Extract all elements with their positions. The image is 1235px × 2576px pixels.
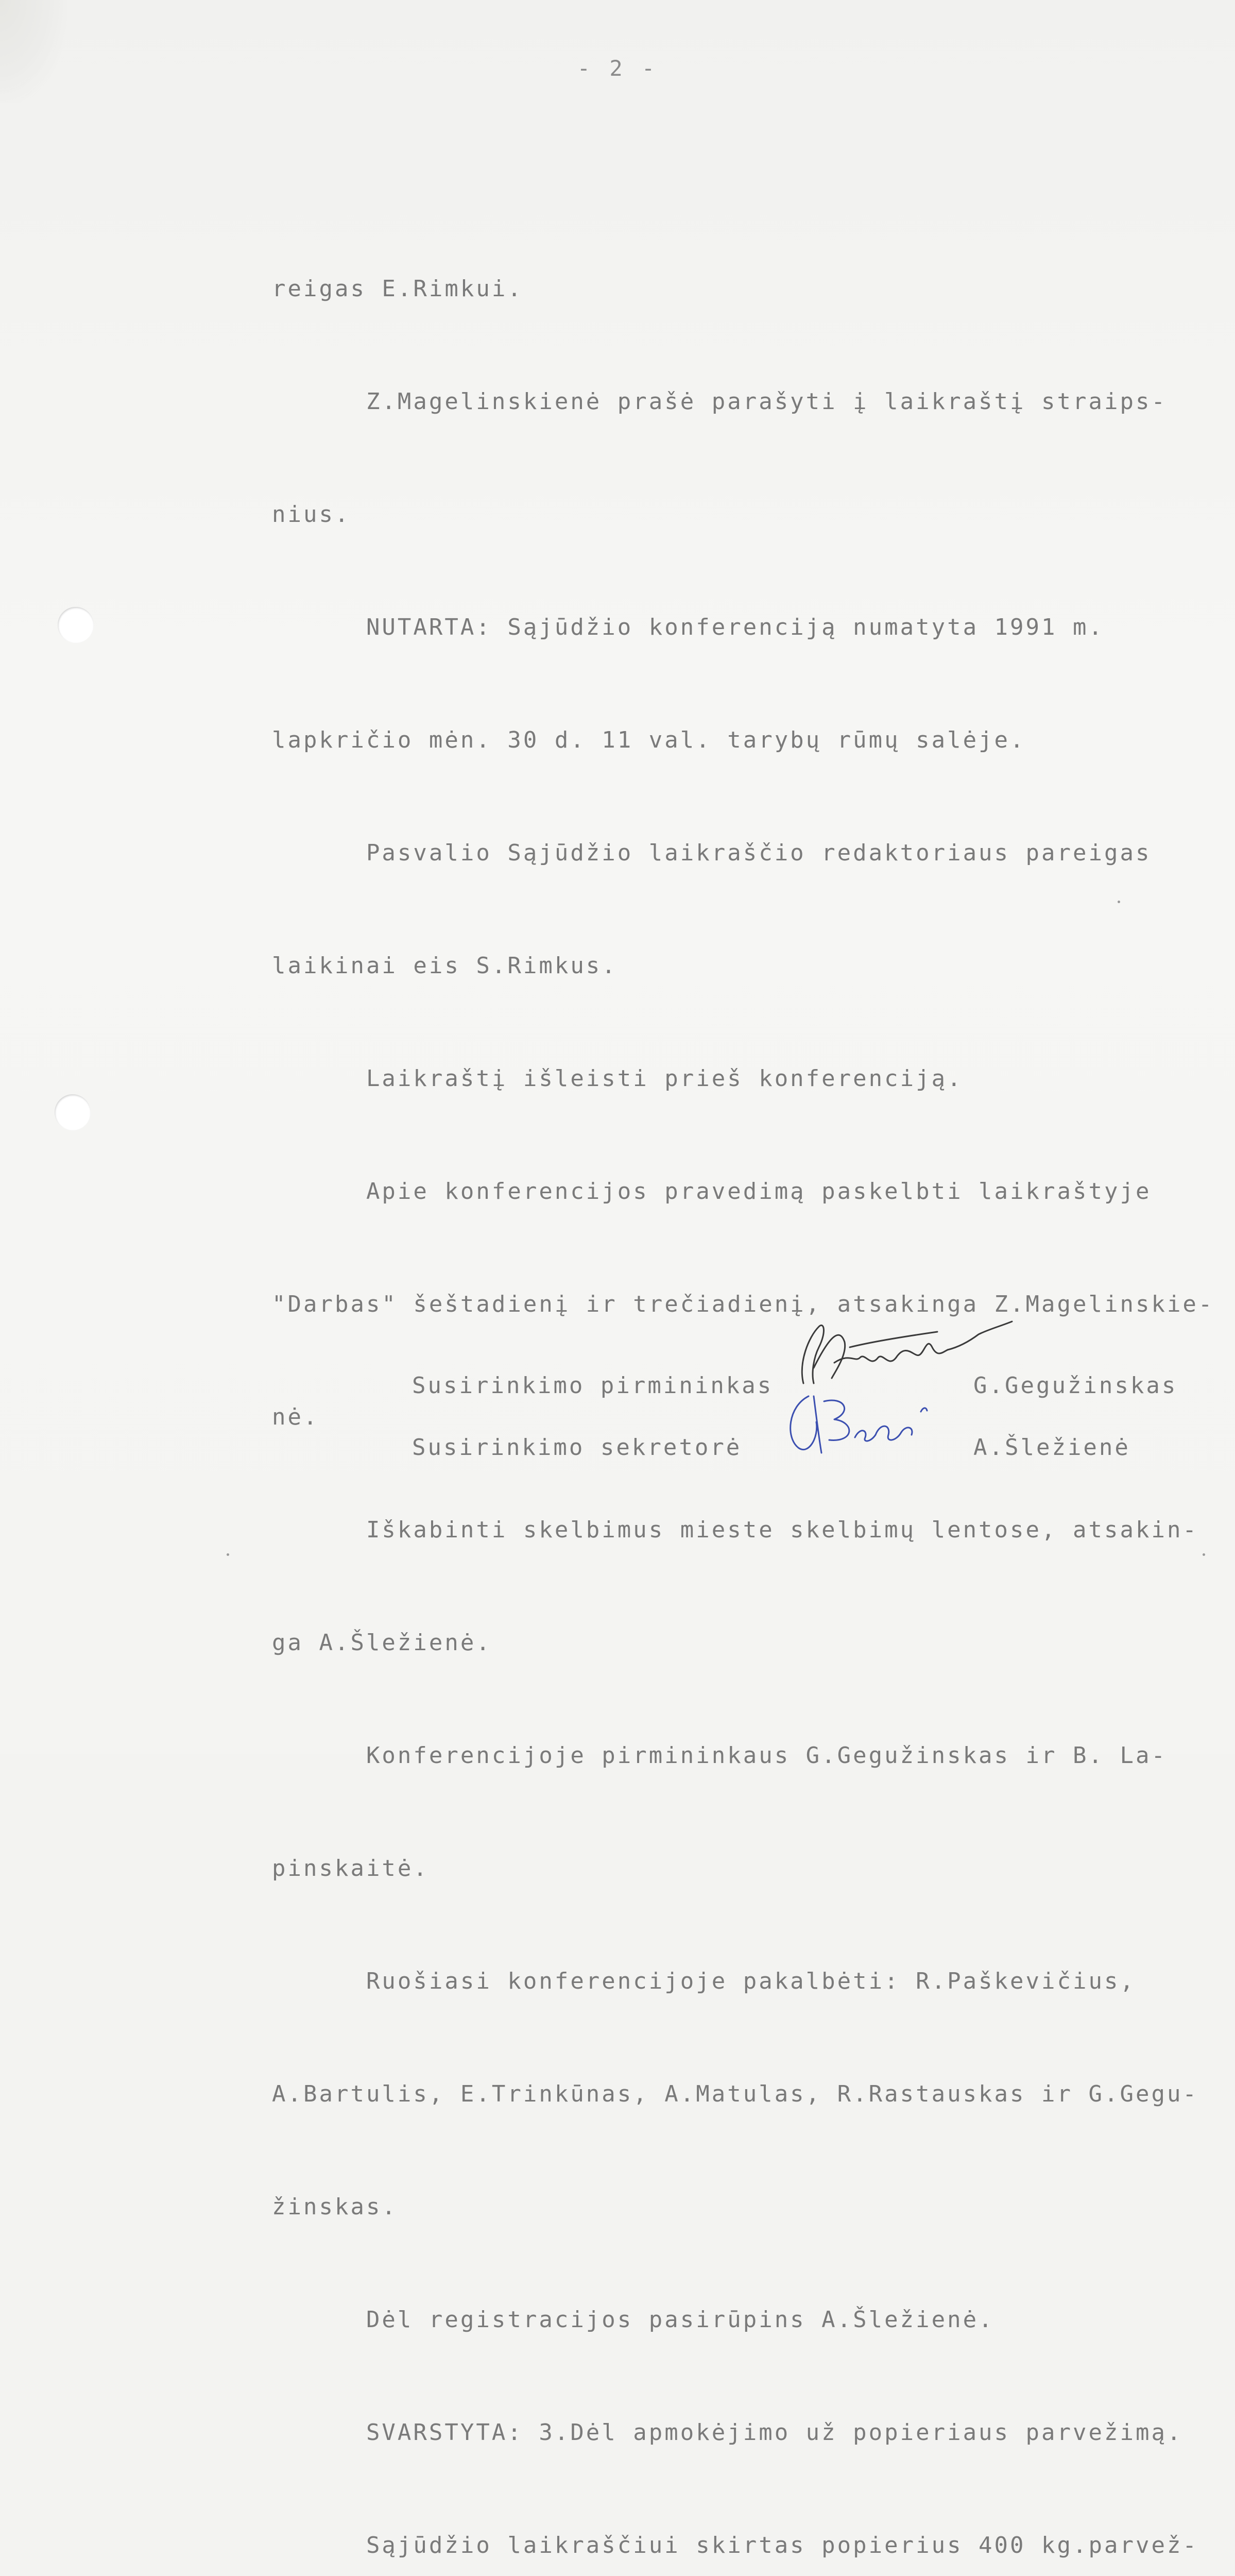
secretary-role: Susirinkimo sekretorė xyxy=(412,1434,742,1461)
chair-name: G.Gegužinskas xyxy=(973,1372,1178,1399)
paper-speck xyxy=(1118,901,1120,903)
chair-role: Susirinkimo pirmininkas xyxy=(412,1372,774,1399)
text-line: lapkričio mėn. 30 d. 11 val. tarybų rūmų salėje. xyxy=(272,727,1026,753)
text-line: nius. xyxy=(272,501,351,528)
secretary-name: A.Šležienė xyxy=(973,1434,1130,1461)
text-line: A.Bartulis, E.Trinkūnas, A.Matulas, R.Rastauskas ir G.Gegu- xyxy=(272,2081,1198,2107)
text-line: laikinai eis S.Rimkus. xyxy=(272,953,618,979)
text-line: Pasvalio Sąjūdžio laikraščio redaktoriaus pareigas xyxy=(272,840,1152,866)
text-line: ga A.Šležienė. xyxy=(272,1630,492,1656)
text-line: NUTARTA: Sąjūdžio konferenciją numatyta 1991 m. xyxy=(272,614,1104,640)
text-line: Apie konferencijos pravedimą paskelbti laikraštyje xyxy=(272,1178,1152,1205)
text-line: žinskas. xyxy=(272,2194,398,2220)
punch-hole-top xyxy=(58,607,94,643)
text-line: Laikraštį išleisti prieš konferenciją. xyxy=(272,1065,963,1092)
text-line: Konferencijoje pirmininkaus G.Gegužinskas ir B. La- xyxy=(272,1742,1167,1769)
paper-speck xyxy=(227,1553,229,1556)
text-line: Sąjūdžio laikraščiui skirtas popierius 400 kg.parvež- xyxy=(272,2532,1198,2558)
text-line: reigas E.Rimkui. xyxy=(272,276,523,302)
text-line: Z.Magelinskienė prašė parašyti į laikraštį straips- xyxy=(272,388,1167,415)
text-line: Iškabinti skelbimus mieste skelbimų lentose, atsakin- xyxy=(272,1517,1198,1543)
punch-hole-bottom xyxy=(55,1094,91,1130)
text-line: pinskaitė. xyxy=(272,1855,429,1882)
torn-corner xyxy=(0,0,67,103)
page-number: - 2 - xyxy=(577,56,658,81)
text-line: Dėl registracijos pasirūpins A.Šležienė. xyxy=(272,2307,994,2333)
secretary-handwritten-signature xyxy=(778,1381,942,1463)
text-line: SVARSTYTA: 3.Dėl apmokėjimo už popieriaus parvežimą. xyxy=(272,2419,1183,2446)
text-line: nė. xyxy=(272,1404,319,1430)
paper-speck xyxy=(1203,1553,1205,1556)
text-line: "Darbas" šeštadienį ir trečiadienį, atsakinga Z.Magelinskie- xyxy=(272,1291,1214,1317)
text-line: Ruošiasi konferencijoje pakalbėti: R.Paškevičius, xyxy=(272,1968,1136,1994)
